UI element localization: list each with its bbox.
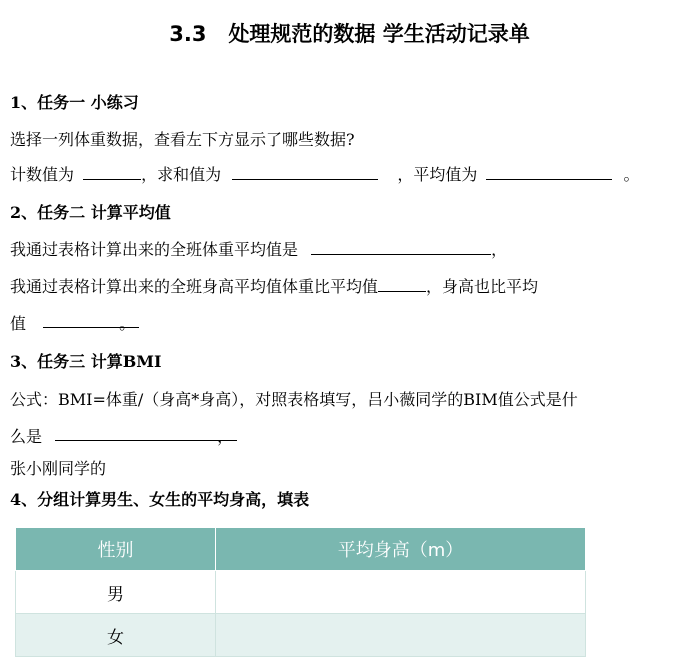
height-compare-label: 我通过表格计算出来的全班身高平均值体重比平均值 (10, 277, 379, 296)
task2-line3 (10, 311, 139, 334)
task1-instruction: 选择一列体重数据，查看左下方显示了哪些数据? (10, 130, 355, 149)
avg-label: ，平均值为 (397, 165, 478, 184)
task3-heading: 3、任务三 计算BMI (10, 352, 162, 371)
task1-end: 。 (623, 165, 640, 184)
male-avg-height-cell[interactable] (216, 571, 586, 614)
task2-line2 (10, 274, 538, 297)
task3-line2-label: 么是 (10, 427, 43, 446)
weight-avg-label: 我通过表格计算出来的全班体重平均值是 (10, 240, 299, 259)
count-label: 计数值为 (10, 165, 75, 184)
section-number: 3.3 (169, 22, 207, 46)
sum-label: ，求和值为 (141, 165, 222, 184)
bmi-formula: 公式：BMI=体重/（身高*身高），对照表格填写，吕小薇同学的BIM值公式是什 (10, 390, 578, 409)
sum-blank[interactable] (232, 163, 378, 180)
table-row (16, 571, 586, 614)
female-avg-height-cell[interactable] (216, 614, 586, 657)
height-compare-blank[interactable] (378, 275, 426, 292)
gender-cell-male: 男 (16, 571, 216, 614)
bmi-formula-blank[interactable] (55, 424, 237, 446)
task1-answers-line (10, 162, 640, 185)
task3-line3: 张小刚同学的 (10, 459, 107, 478)
height-table (15, 527, 586, 657)
task2-line1 (10, 237, 507, 260)
table-header-row (16, 528, 586, 571)
gender-cell-female: 女 (16, 614, 216, 657)
task2-line3-label: 值 (10, 314, 27, 333)
height-avg-blank[interactable] (43, 311, 139, 333)
avg-blank[interactable] (486, 163, 612, 180)
page-title (0, 18, 699, 48)
gender-header: 性别 (16, 528, 216, 571)
weight-avg-blank[interactable] (311, 238, 491, 255)
task3-line2 (10, 424, 237, 447)
task4-heading: 4、分组计算男生、女生的平均身高，填表 (10, 490, 310, 509)
task1-heading: 1、任务一 小练习 (10, 93, 139, 112)
count-blank[interactable] (83, 163, 141, 180)
avg-height-header: 平均身高（m） (216, 528, 586, 571)
task2-heading: 2、任务二 计算平均值 (10, 203, 171, 222)
task3-line2-end: ， (217, 427, 234, 446)
task2-line3-end: 。 (119, 314, 136, 333)
table-row (16, 614, 586, 657)
task2-line1-end: ， (491, 240, 508, 259)
task2-line2-end: ，身高也比平均 (426, 277, 539, 296)
title-text: 处理规范的数据 学生活动记录单 (228, 22, 530, 46)
